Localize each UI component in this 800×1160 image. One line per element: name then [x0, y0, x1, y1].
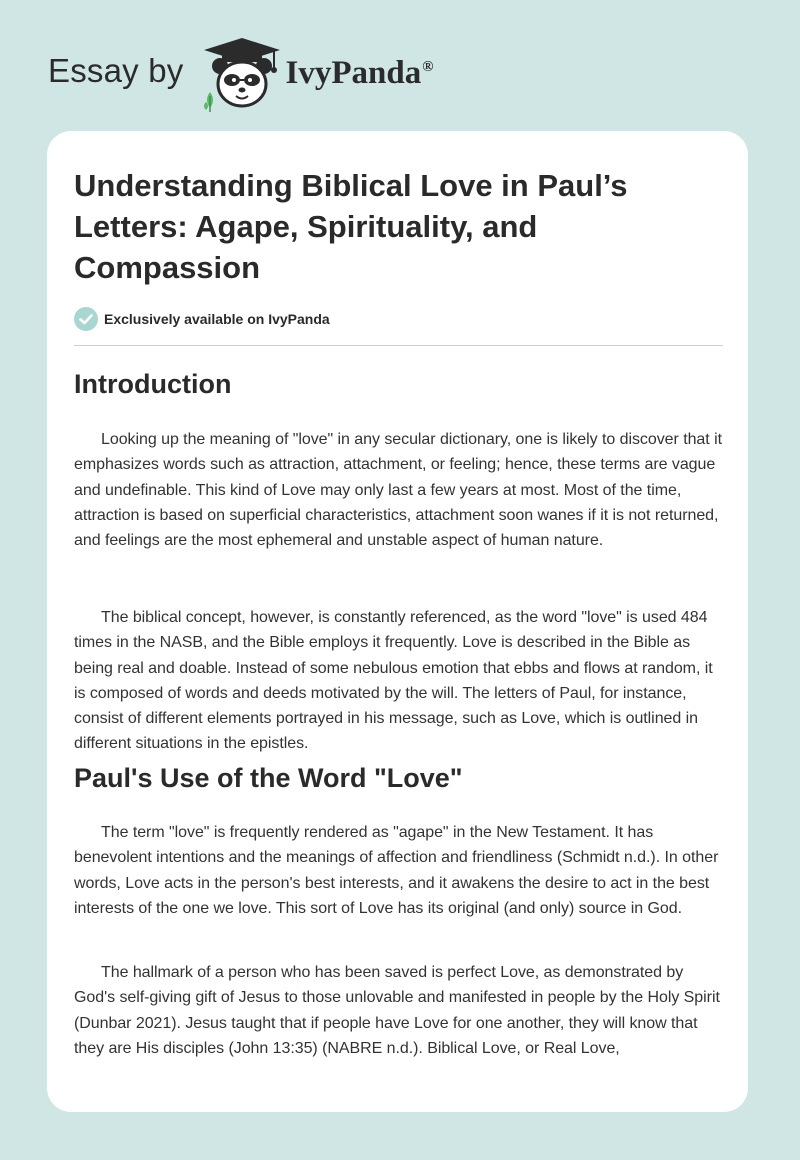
paragraph: Looking up the meaning of "love" in any secular dictionary, one is likely to discover that it emphasizes words such as attraction, attachment, or feeling; hence, these terms are vague and undefinable. This kind of Love may only last a few years at most. Most of the time, attraction is based on superficial characteristics, attachment soon wanes if it is not returned, and feelings are the most ephemeral and unstable aspect of human nature. [74, 431, 722, 550]
paragraph: The biblical concept, however, is constantly referenced, as the word "love" is used 484 times in the NASB, and the Bible employs it frequently. Love is described in the Bible as being real and doable. Instead of some nebulous emotion that ebbs and flows at random, it is composed of words and deeds motivated by the will. The letters of Paul, for instance, consist of different elements portrayed in his message, such as Love, which is outlined in different situations in the epistles. [74, 609, 713, 753]
section-heading-paul-love: Paul's Use of the Word "Love" [74, 763, 463, 793]
brand-name[interactable]: IvyPanda® [285, 54, 434, 91]
check-circle-icon [74, 307, 98, 331]
section-heading-introduction: Introduction [74, 369, 232, 399]
essay-title: Understanding Biblical Love in Paul’s Letters: Agape, Spirituality, and Compassion [74, 168, 628, 285]
paragraph: The hallmark of a person who has been saved is perfect Love, as demonstrated by God's self-giving gift of Jesus to those unlovable and manifested in people by the Holy Spirit (Dunbar 2021). Jesus taught that if people have Love for one another, they will know that they are His disciples (John 13:35) (NABRE n.d.). Biblical Love, or Real Love, [74, 964, 720, 1057]
title-divider [74, 345, 723, 346]
panda-logo-icon[interactable] [200, 36, 284, 112]
exclusive-badge-label: Exclusively available on IvyPanda [104, 311, 330, 327]
essay-card [47, 131, 748, 1112]
exclusive-badge [74, 307, 330, 331]
paragraph: The term "love" is frequently rendered as "agape" in the New Testament. It has benevolent intentions and the meanings of affection and friendliness (Schmidt n.d.). In other words, Love acts in the person's best interests, and it awakens the desire to act in the best interests of the one we love. This sort of Love has its original (and only) source in God. [74, 824, 719, 917]
site-header [48, 36, 433, 112]
essay-by-label: Essay by [48, 52, 184, 89]
